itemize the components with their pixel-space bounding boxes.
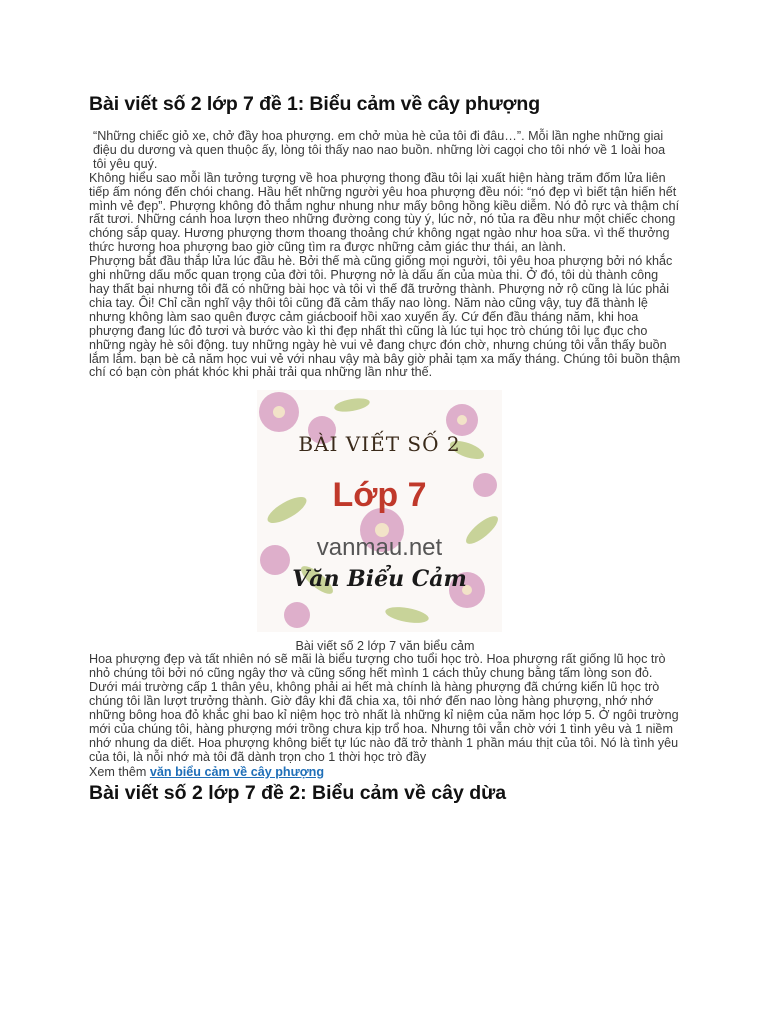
- article-image: [257, 390, 502, 632]
- image-line-3: vanmau.net: [316, 534, 443, 562]
- paragraph-2: Không hiểu sao mỗi lần tưởng tượng về hoa phượng thong đầu tôi lại xuất hiện hàng trăm đốm lửa liên tiếp ấm nóng đến chói chang. Hầu hết những người yêu hoa phượng đều nói: “nó đẹp vì biết tận hiến hết mình vẻ đẹp”. Phượng không đỏ thắm nghư nhung như mấy bông hồng kiều diễm. Nó đỏ rực và thậm chí rất tươi. Những cánh hoa lượn theo những đường cong tùy ý, lúc nở, nó tủa ra đều như một chiếc chong chóng sắp quay. Hương phượng thơm thoang thoảng chứ không ngạt ngào như hoa sữa. vì thế thưởng thức hương hoa phượng bao giờ cũng tìm ra được những cảm giác thư thái, an lành.: [89, 170, 680, 255]
- image-line-4: Văn Biểu Cảm: [292, 566, 467, 593]
- see-more: [89, 765, 681, 779]
- next-article-title: Bài viết số 2 lớp 7 đề 2: Biểu cảm về cây dừa: [89, 781, 507, 804]
- paragraph-3: Phượng bắt đầu thắp lửa lúc đầu hè. Bởi thế mà cũng giống mọi người, tôi yêu hoa phượng bởi nó khắc ghi những dấu mốc quan trọng của đời tôi. Phượng nở là dấu ấn của mùa thi. Ở đó, tôi dù thành công hay thất bại nhưng tôi đã có những bài học và tôi vì thế đã trưởng thành. Phượng nở rộ cũng là lúc phải chia tay. Ôi! Chỉ cần nghĩ vậy thôi tôi cũng đã cảm thấy nao lòng. Năm nào cũng vậy, tuy đã thành lệ nhưng không làm sao quên được cảm giácbooif hồi xao xuyến ấy. Cứ đến đầu tháng năm, khi hoa phượng đang lúc đỏ tươi và bước vào kì thi đẹp nhất thì cũng là lúc tụi học trò chúng tôi lục đục cho những ngày hè sôi động. tuy những ngày hè vui vẻ đang chực đón chờ, nhưng chúng tôi vẫn thấy buồn lắm lắm. bạn bè cả năm học vui vẻ với nhau vậy mà bây giờ phải tạm xa mấy tháng. Chúng tôi buồn thậm chí có bạn còn phát khóc khi phải trải qua những lần như thế.: [89, 254, 681, 380]
- image-line-1: BÀI VIẾT SỐ 2: [298, 432, 461, 457]
- image-line-2: Lớp 7: [332, 476, 427, 515]
- see-more-prefix: Xem thêm: [89, 764, 150, 779]
- see-more-link[interactable]: văn biểu cảm về cây phượng: [149, 764, 325, 779]
- paragraph-4: Hoa phượng đẹp và tất nhiên nó sẽ mãi là biểu tượng cho tuổi học trò. Hoa phượng rất giống lũ học trò nhỏ chúng tôi bởi nó cũng ngây thơ và cũng sống hết mình 1 cách thủy chung bằng tấm lòng son đỏ. Dưới mái trường cấp 1 thân yêu, không phải ai hết mà chính là hàng phượng đã chứng kiến lũ học trò chúng tôi lần lượt trưởng thành. Giờ đây khi đã chia xa, tôi nhớ đến nao lòng hàng phượng, nhớ nhớ những bông hoa đỏ khắc ghi bao kỉ niệm học trò nhất là những kỉ niệm của năm học lớp 5. Ở ngôi trường mới của chúng tôi, hàng phượng mới trồng chưa kịp trổ hoa. Nhưng tôi vẫn chờ với 1 tình yêu và 1 niềm nhớ nhung da diết. Hoa phượng không biết tự lúc nào đã trở thành 1 phần máu thịt của tôi. Nó là tình yêu của tôi, là nỗi nhớ mà tôi đã dành trọn cho 1 thời học trò đầy: [89, 652, 679, 764]
- article: [89, 92, 681, 805]
- paragraph-intro: “Những chiếc giỏ xe, chở đầy hoa phượng. em chở mùa hè của tôi đi đâu…”. Mỗi lần nghe những giai điệu du dương và quen thuộc ấy, lòng tôi thấy nao nao buồn. những lời cagọi cho tôi nhớ về 1 loài hoa tôi yêu quý.: [93, 129, 666, 171]
- image-caption: Bài viết số 2 lớp 7 văn biểu cảm: [295, 639, 475, 654]
- article-title: Bài viết số 2 lớp 7 đề 1: Biểu cảm về cây phượng: [89, 93, 541, 115]
